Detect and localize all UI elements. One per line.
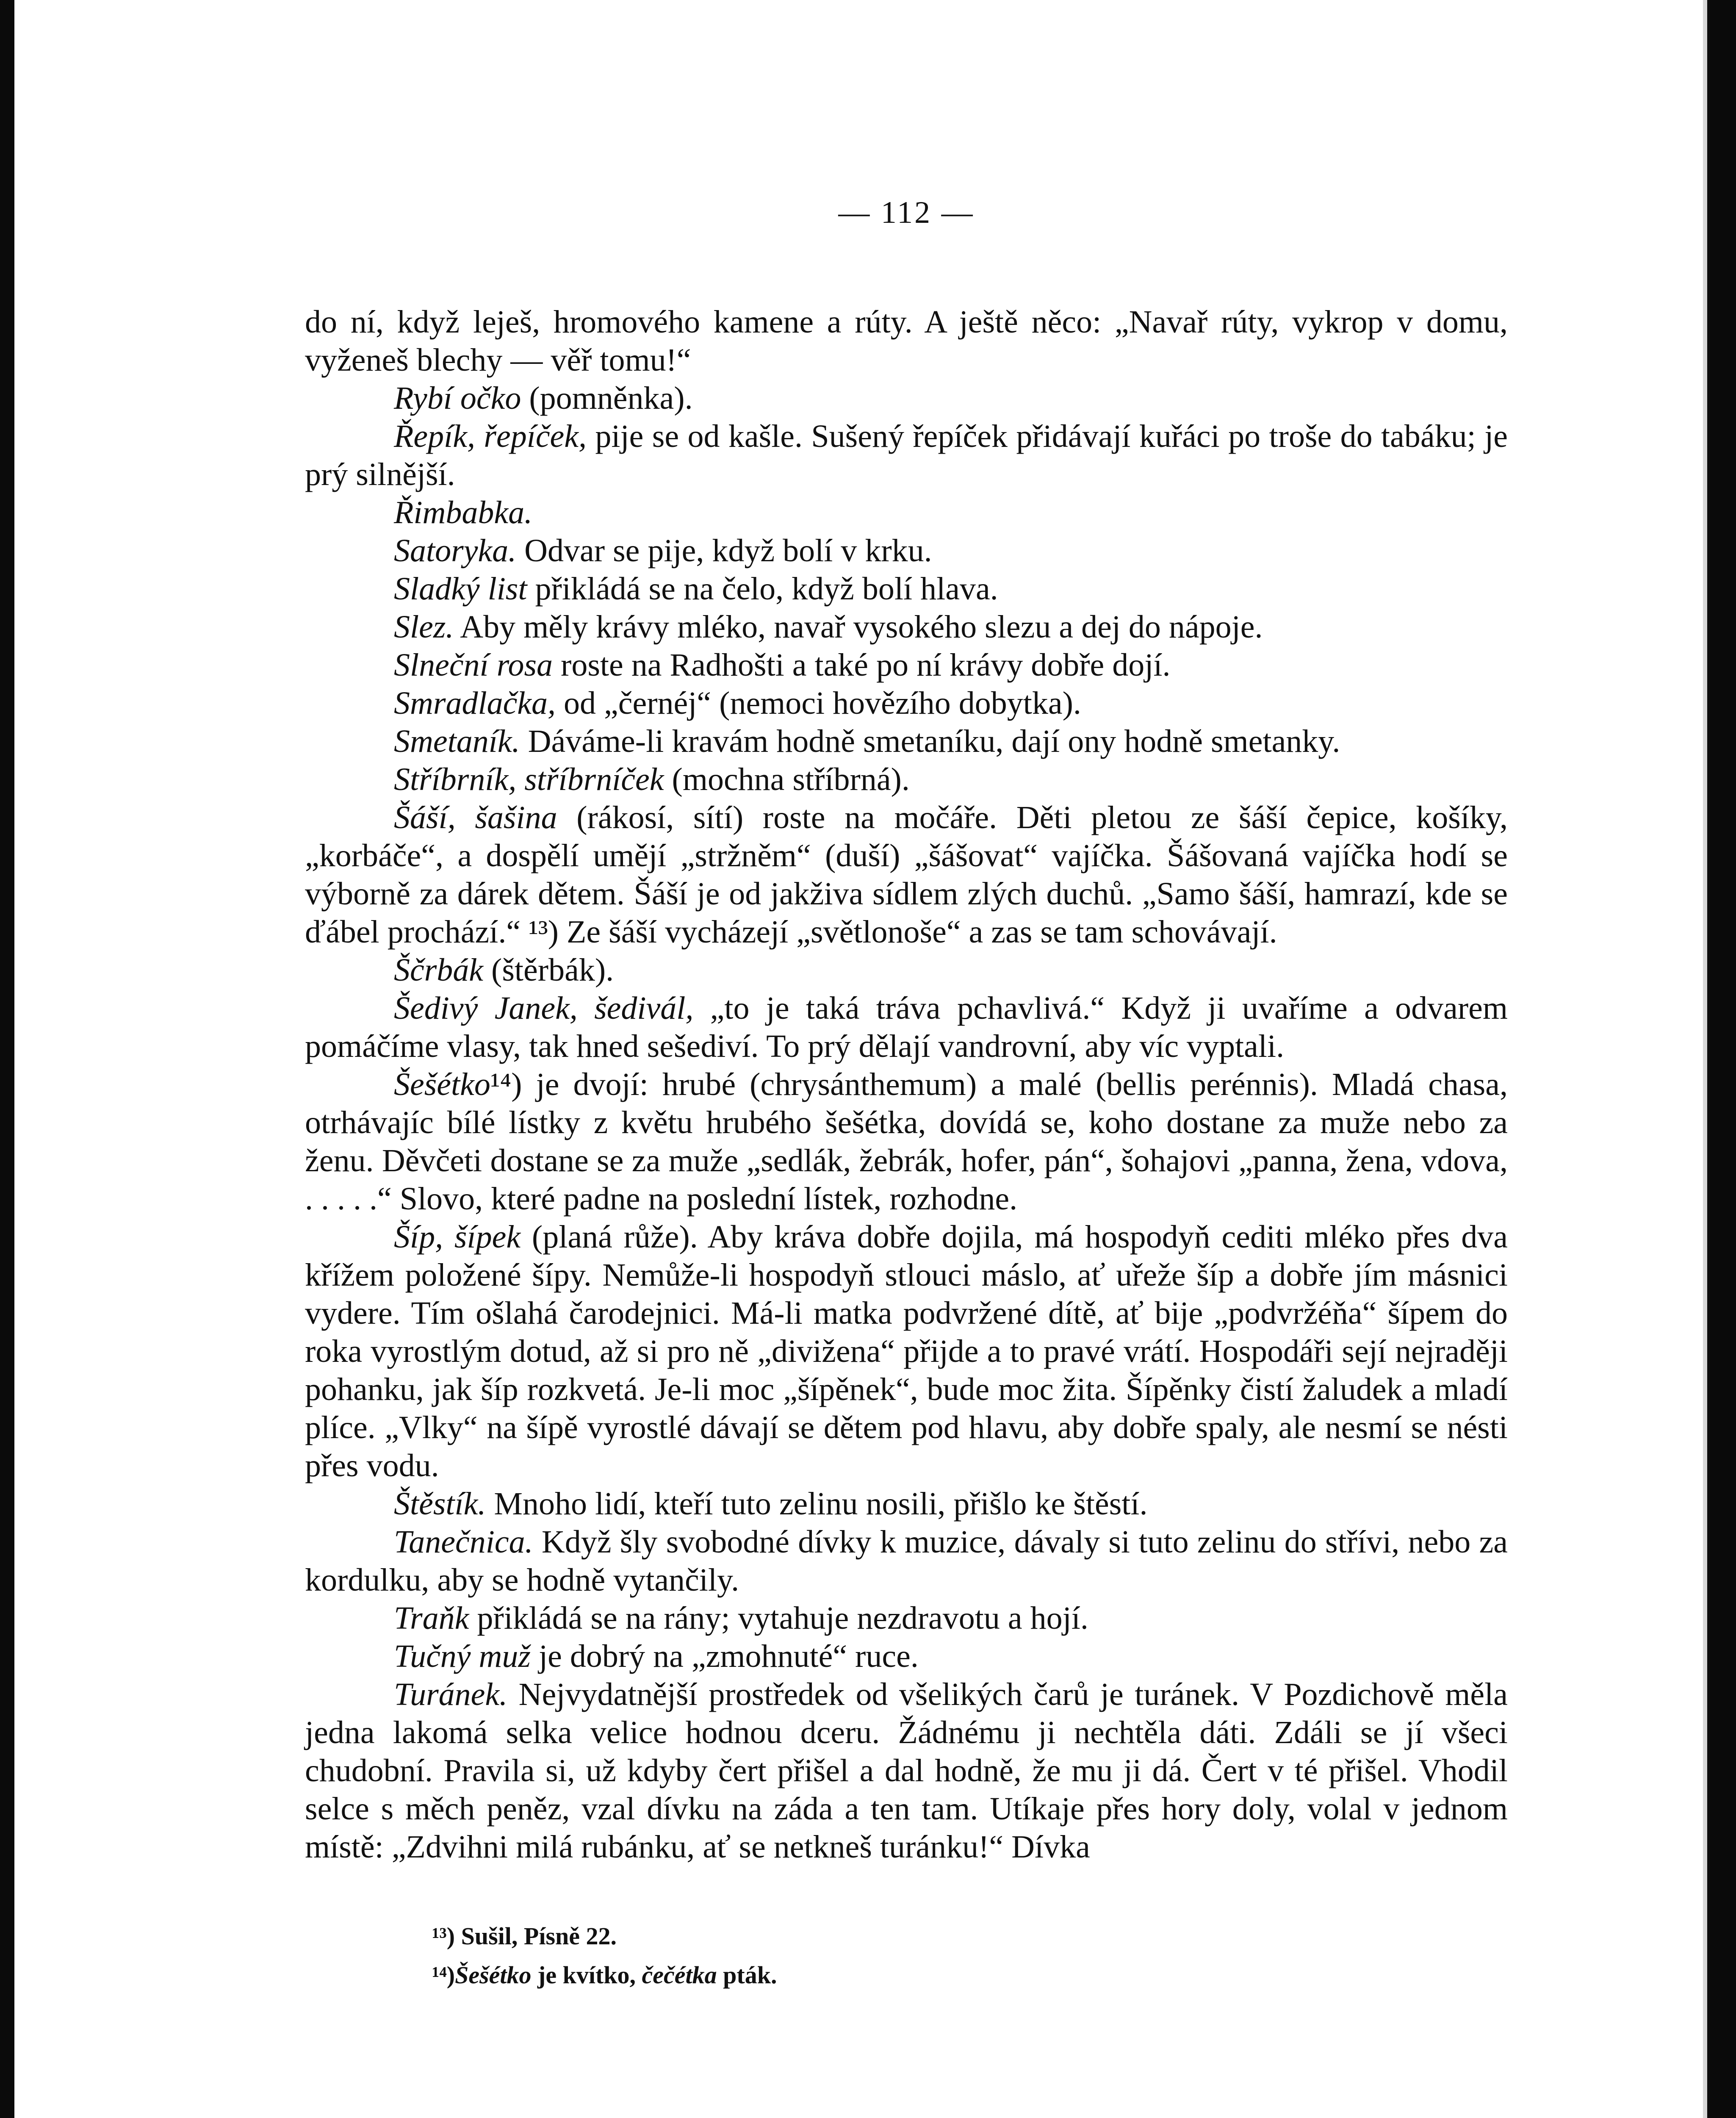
entry-text: Mnoho lidí, kteří tuto zelinu nosili, přišlo ke štěstí. [486,1486,1148,1522]
plant-entry [305,798,1508,951]
entry-text: „to je taká tráva pchavlivá.“ Když ji uvaříme a odvarem pomáčíme vlasy, tak hned sešediví. To prý dělají vandrovní, aby víc vyptali. [305,990,1508,1064]
footnote-mark: ¹³) [432,1922,455,1950]
entry-term: Traňk [394,1600,469,1636]
body-text [305,303,1508,1866]
plant-entry [305,1218,1508,1485]
book-page [305,195,1508,1995]
entry-term: Ščrbák [394,952,484,988]
entry-term: Šedivý Janek, šedivál, [394,990,694,1026]
entry-text: ¹⁴) je dvojí: hrubé (chrysánthemum) a malé (bellis perénnis). Mladá chasa, otrhávajíc bílé lístky z květu hrubého šešétka, dovídá se, koho dostane za muže nebo za ženu. Děvčeti dostane se za muže „sedlák, žebrák, hofer, pán“, šohajovi „panna, žena, vdova, . . . . .“ Slovo, které padne na poslední lístek, rozhodne. [305,1067,1508,1217]
entry-term: Tučný muž [394,1638,531,1674]
entry-term: Turánek. [394,1677,508,1712]
entry-text: (planá růže). Aby kráva dobře dojila, má hospodyň cediti mléko přes dva křížem položené šípy. Nemůže-li hospodyň stlouci máslo, ať uřeže šíp a dobře jím másnici vydere. Tím ošlahá čarodejnici. Má-li matka podvržené dítě, ať bije „podvržéňa“ šípem do roka vyrostlým dotud, až si pro ně „divižena“ přijde a to pravé vrátí. Hospodáři sejí nejraději pohanku, jak šíp rozkvetá. Je-li moc „šípěnek“, bude moc žita. Šípěnky čistí žaludek a mladí plíce. „Vlky“ na šípě vyrostlé dávají se dětem pod hlavu, aby dobře spaly, ale nesmí se nésti přes vodu. [305,1219,1508,1483]
plant-entry [305,570,1508,608]
entry-term: Slneční rosa [394,647,553,683]
entry-text: roste na Radhošti a také po ní krávy dobře dojí. [553,647,1171,683]
entry-term: Řimbabka. [394,495,533,530]
footnote-text: pták. [717,1961,777,1989]
plant-entry [305,1485,1508,1523]
plant-entry [305,1065,1508,1218]
scan-edge-left [0,0,14,2118]
scan-edge-shadow [1703,0,1707,2118]
entry-text: od „černéj“ (nemoci hovězího dobytka). [556,685,1081,721]
entry-text: Nejvydatnější prostředek od všelikých čarů je turánek. V Pozdichově měla jedna lakomá selka velice hodnou dceru. Žádnému ji nechtěla dáti. Zdáli se jí všeci chudobní. Pravila si, už kdyby čert přišel a dal hodně, že mu ji dá. Čert v té přišel. Vhodil selce s měch peněz, vzal dívku na záda a ten tam. Utíkaje přes hory doly, volal v jednom místě: „Zdvihni milá rubánku, ať se netkneš turánku!“ Dívka [305,1677,1508,1865]
plant-entry [305,951,1508,989]
plant-entry [305,646,1508,684]
footnotes [432,1917,1508,1995]
plant-entry [305,1523,1508,1599]
scan-edge-right [1707,0,1736,2118]
plant-entry [305,608,1508,646]
plant-entry [305,760,1508,798]
footnote-mark: ¹⁴) [432,1961,455,1989]
plant-entry [305,532,1508,570]
entry-text: Aby měly krávy mléko, navař vysokého slezu a dej do nápoje. [454,609,1263,645]
entry-term: Šáší, šašina [394,800,557,835]
entry-text: přikládá se na rány; vytahuje nezdravotu a hojí. [469,1600,1088,1636]
entry-term: Satoryka. [394,533,517,568]
plant-entry [305,1599,1508,1637]
entry-text: (mochna stříbrná). [664,762,910,797]
entry-term: Smradlačka, [394,685,556,721]
plant-entry [305,722,1508,760]
entry-term: Sladký list [394,571,527,607]
page-number: — 112 — [838,195,975,230]
plant-entry [305,989,1508,1065]
entry-term: Rybí očko [394,380,521,416]
entry-term: Smetaník. [394,724,520,759]
entry-term: Tanečnica. [394,1524,533,1560]
entry-term: Řepík, řepíček, [394,419,587,454]
entry-text: pije se od kašle. Sušený řepíček přidávají kuřáci po troše do tabáku; je prý silnější. [305,419,1508,492]
entry-text: Když šly svobodné dívky k muzice, dávaly si tuto zelinu do střívi, nebo za kordulku, aby se hodně vytančily. [305,1524,1508,1598]
paragraph [305,303,1508,379]
plant-entry [305,1637,1508,1675]
footnote-13 [432,1917,1508,1956]
plant-entry [305,493,1508,532]
plant-entry [305,684,1508,722]
plant-entry [305,379,1508,417]
entry-term: Šešétko [394,1067,490,1102]
entry-text: Dáváme-li kravám hodně smetaníku, dají ony hodně smetanky. [520,724,1340,759]
footnote-text: Sušil, Písně 22. [455,1922,617,1950]
footnote-italic: čečétka [642,1961,717,1989]
entry-text: (rákosí, sítí) roste na močáře. Děti pletou ze šáší čepice, košíky, „korbáče“, a dospělí umějí „stržněm“ (duší) „šášovat“ vajíčka. Šášovaná vajíčka hodí se výborně za dárek dětem. Šáší je od jakživa sídlem zlých duchů. „Samo šáší, hamrazí, kde se ďábel prochází.“ ¹³) Ze šáší vycházejí „světlonoše“ a zas se tam schovávají. [305,800,1508,950]
entry-term: Slez. [394,609,454,645]
entry-term: Štěstík. [394,1486,486,1522]
plant-entry [305,1675,1508,1866]
entry-text: přikládá se na čelo, když bolí hlava. [527,571,998,607]
entry-term: Šíp, šípek [394,1219,521,1255]
entry-text: Odvar se pije, když bolí v krku. [516,533,932,568]
footnote-italic: Šešétko [455,1961,532,1989]
footnote-14 [432,1956,1508,1995]
footnote-text: je kvítko, [531,1961,642,1989]
entry-text: (pomněnka). [521,380,693,416]
plant-entry [305,417,1508,493]
entry-term: Stříbrník, stříbrníček [394,762,664,797]
paragraph-text: do ní, když leješ, hromového kamene a rúty. A ještě něco: „Navař rúty, vykrop v domu, vyženeš blechy — věř tomu!“ [305,304,1508,378]
entry-text: (štěrbák). [483,952,614,988]
entry-text: je dobrý na „zmohnuté“ ruce. [531,1638,919,1674]
